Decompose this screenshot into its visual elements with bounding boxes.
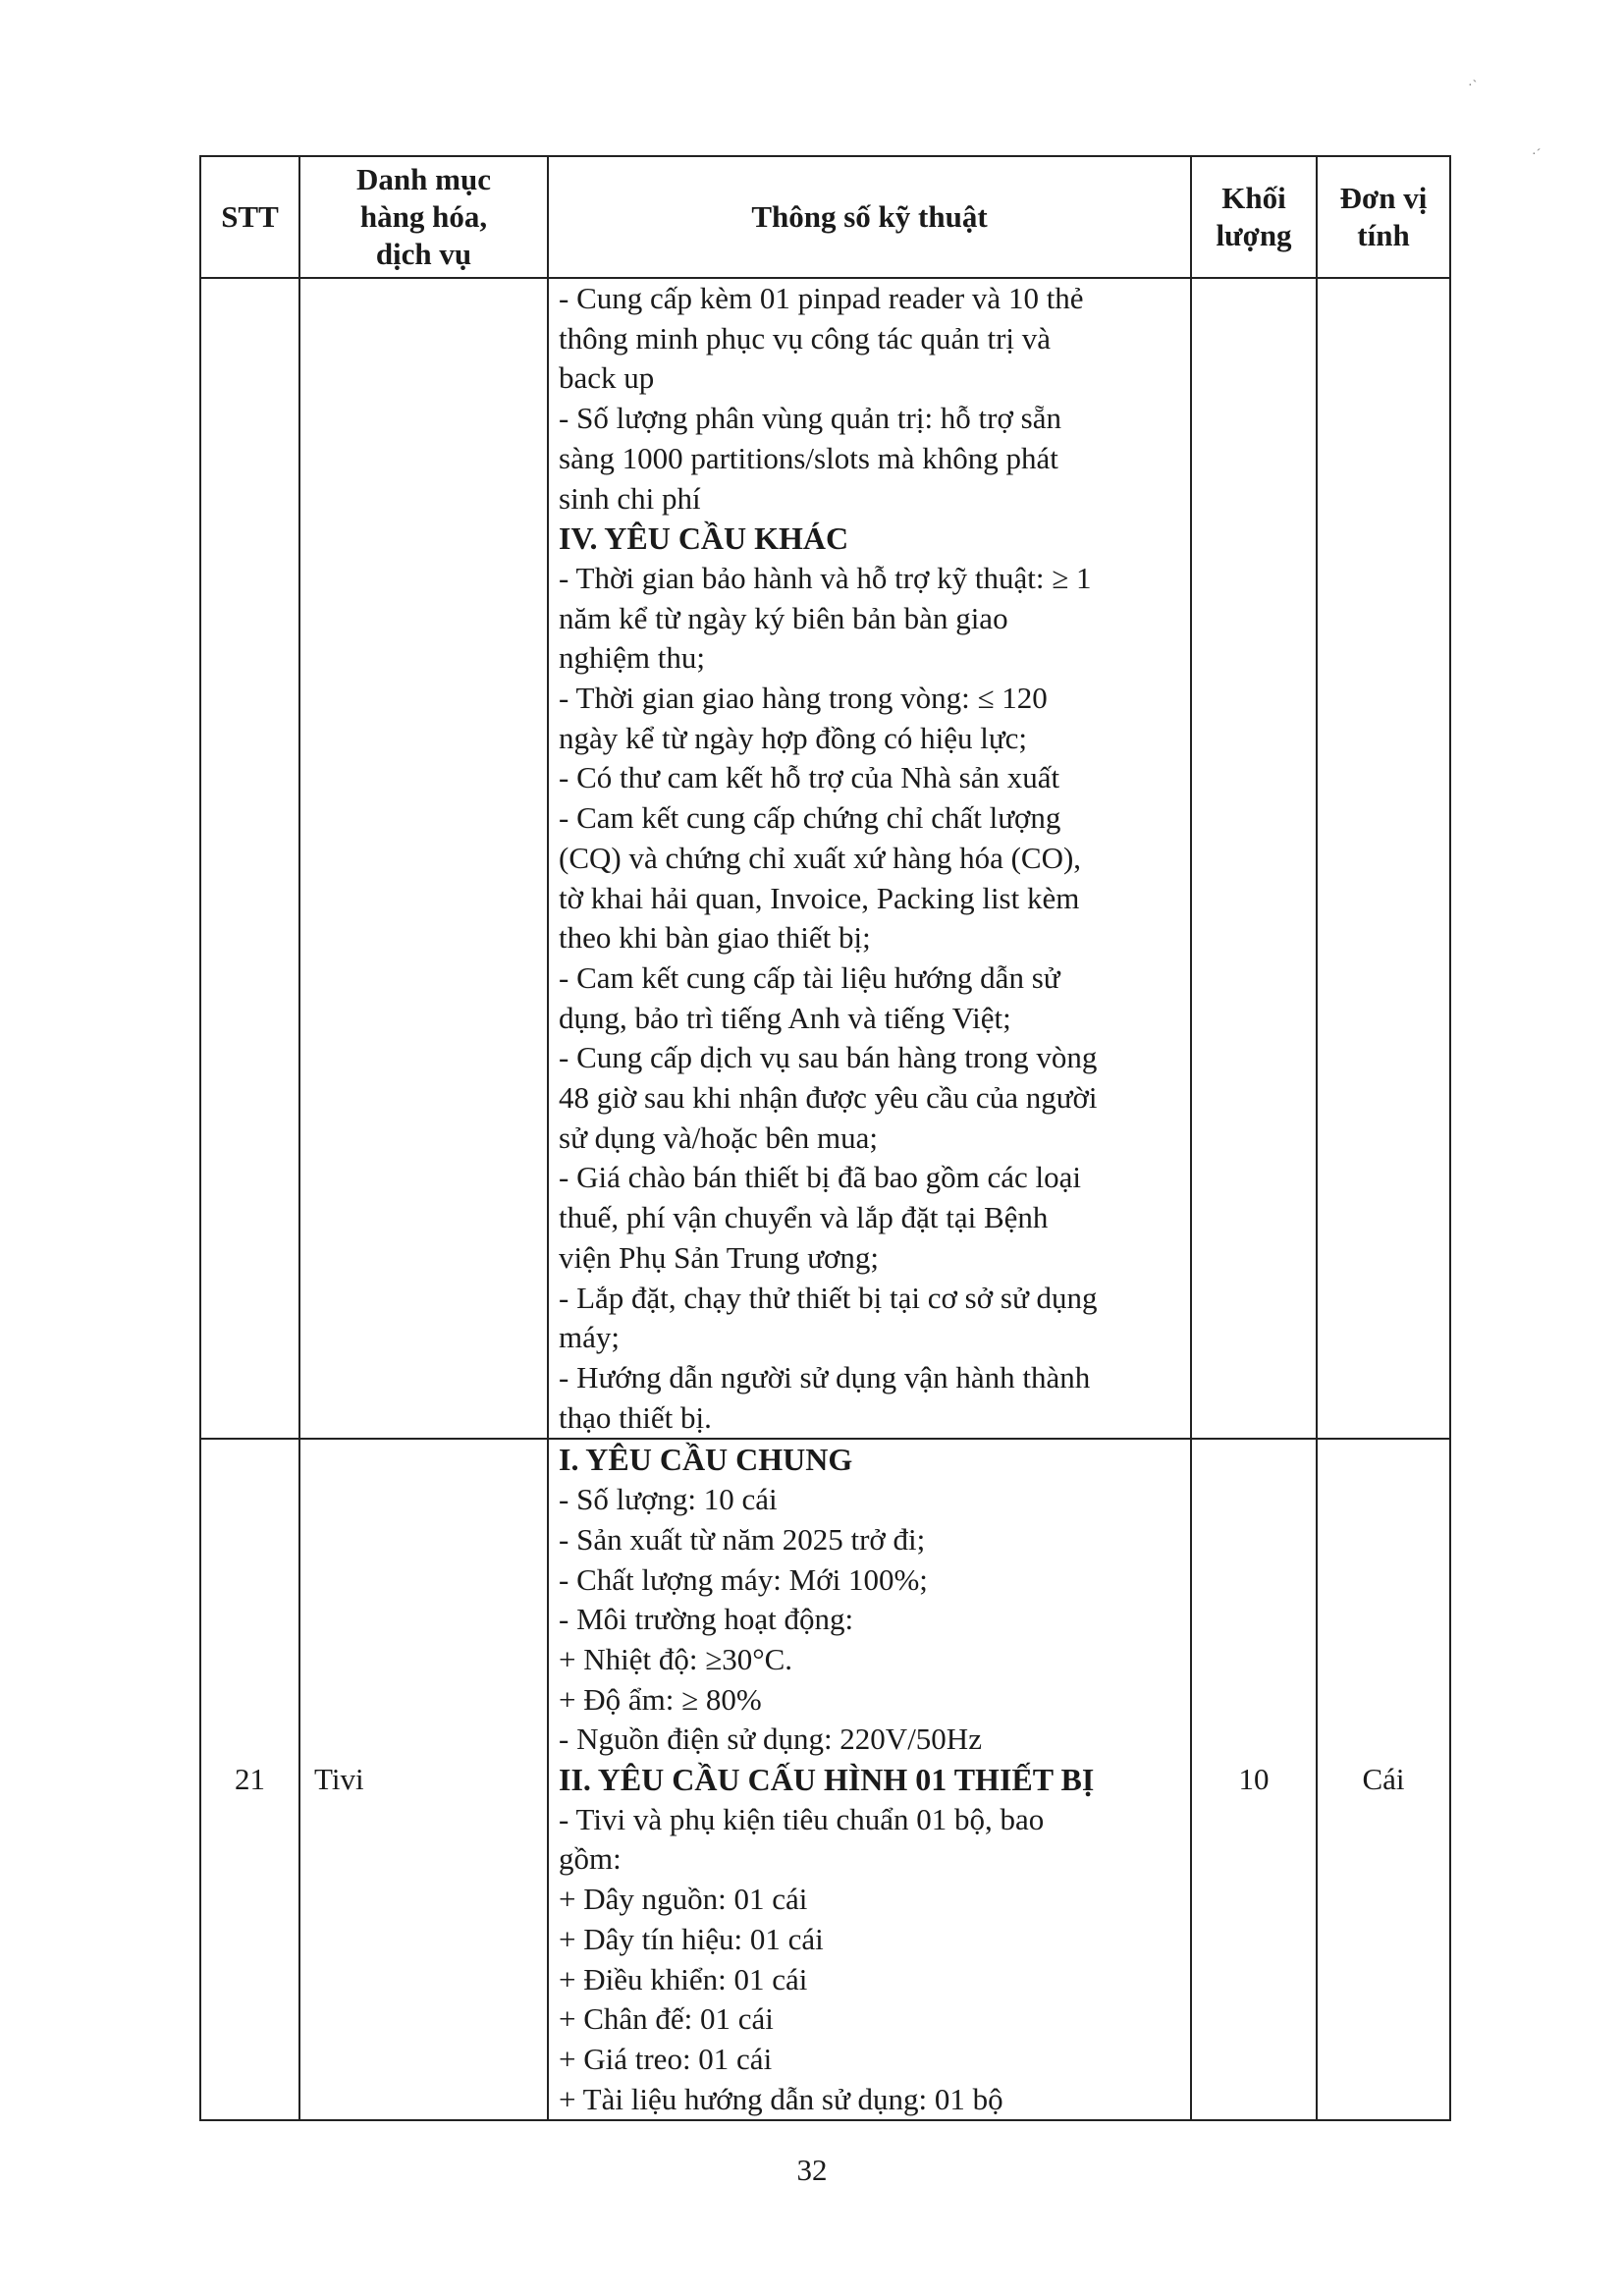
header-khoi-luong-line: Khối — [1221, 181, 1286, 215]
spec-lines — [559, 279, 1180, 1438]
spec-line: - Thời gian giao hàng trong vòng: ≤ 120 — [559, 681, 1048, 716]
spec-line: - Cung cấp dịch vụ sau bán hàng trong vòng — [559, 1040, 1098, 1075]
cell-stt: 21 — [200, 1439, 299, 2120]
spec-line: thạo thiết bị. — [559, 1399, 712, 1435]
spec-line: sinh chi phí — [559, 480, 701, 516]
header-thong-so: Thông số kỹ thuật — [548, 156, 1191, 278]
scan-speck: ·ˋ — [1468, 79, 1478, 93]
spec-line: máy; — [559, 1320, 620, 1355]
spec-line: sàng 1000 partitions/slots mà không phát — [559, 440, 1058, 475]
spec-section-heading: II. YÊU CẦU CẤU HÌNH 01 THIẾT BỊ — [559, 1762, 1095, 1798]
cell-spec-continuation — [548, 278, 1191, 1439]
table-row-tivi — [200, 1439, 1450, 2120]
cell-unit: Cái — [1317, 1439, 1450, 2120]
spec-line: viện Phụ Sản Trung ương; — [559, 1239, 880, 1275]
spec-line: + Dây tín hiệu: 01 cái — [559, 1921, 824, 1956]
cell-name: Tivi — [299, 1439, 548, 2120]
spec-line: - Hướng dẫn người sử dụng vận hành thành — [559, 1359, 1091, 1394]
cell-spec-tivi — [548, 1439, 1191, 2120]
spec-line: + Điều khiển: 01 cái — [559, 1961, 808, 1996]
header-danh-muc-line: dịch vụ — [375, 237, 472, 271]
header-danh-muc-line: hàng hóa, — [359, 199, 488, 234]
header-danh-muc-line: Danh mục — [356, 162, 491, 196]
cell-quantity: 10 — [1191, 1439, 1317, 2120]
table-row-continuation — [200, 278, 1450, 1439]
header-don-vi-line: Đơn vị — [1339, 181, 1428, 215]
spec-lines — [559, 1440, 1180, 2119]
spec-line: sử dụng và/hoặc bên mua; — [559, 1120, 879, 1155]
spec-line: (CQ) và chứng chỉ xuất xứ hàng hóa (CO), — [559, 840, 1082, 875]
header-danh-muc — [299, 156, 548, 278]
spec-line: gồm: — [559, 1841, 622, 1877]
spec-line: + Giá treo: 01 cái — [559, 2041, 773, 2076]
cell-stt — [200, 278, 299, 1439]
header-don-vi-line: tính — [1357, 218, 1410, 252]
spec-line: - Môi trường hoạt động: — [559, 1602, 854, 1637]
spec-section-heading: I. YÊU CẦU CHUNG — [559, 1442, 853, 1478]
spec-line: - Thời gian bảo hành và hỗ trợ kỹ thuật: ≥ 1 — [559, 560, 1092, 595]
spec-line: - Tivi và phụ kiện tiêu chuẩn 01 bộ, bao — [559, 1801, 1045, 1836]
spec-section-heading: IV. YÊU CẦU KHÁC — [559, 520, 849, 557]
spec-line: + Nhiệt độ: ≥30°C. — [559, 1641, 793, 1676]
spec-line: - Nguồn điện sử dụng: 220V/50Hz — [559, 1722, 982, 1757]
spec-line: - Chất lượng máy: Mới 100%; — [559, 1561, 928, 1597]
header-khoi-luong-line: lượng — [1216, 218, 1292, 252]
spec-line: nghiệm thu; — [559, 640, 705, 676]
spec-line: - Cam kết cung cấp chứng chỉ chất lượng — [559, 800, 1061, 836]
cell-unit — [1317, 278, 1450, 1439]
specification-table — [199, 155, 1451, 2121]
spec-line: tờ khai hải quan, Invoice, Packing list kèm — [559, 880, 1080, 915]
spec-line: - Lắp đặt, chạy thử thiết bị tại cơ sở sử dụng — [559, 1280, 1098, 1315]
spec-line: + Dây nguồn: 01 cái — [559, 1882, 808, 1917]
spec-line: - Số lượng phân vùng quản trị: hỗ trợ sẵn — [559, 401, 1061, 436]
cell-quantity — [1191, 278, 1317, 1439]
spec-line: + Tài liệu hướng dẫn sử dụng: 01 bộ — [559, 2081, 1003, 2116]
table-header-row — [200, 156, 1450, 278]
spec-line: + Chân đế: 01 cái — [559, 2001, 774, 2037]
spec-line: năm kể từ ngày ký biên bản bàn giao — [559, 600, 1008, 635]
spec-line: theo khi bàn giao thiết bị; — [559, 920, 871, 956]
spec-line: - Số lượng: 10 cái — [559, 1482, 778, 1517]
header-stt: STT — [200, 156, 299, 278]
spec-line: back up — [559, 360, 655, 396]
header-don-vi — [1317, 156, 1450, 278]
spec-line: 48 giờ sau khi nhận được yêu cầu của người — [559, 1080, 1098, 1116]
spec-line: - Giá chào bán thiết bị đã bao gồm các loại — [559, 1160, 1081, 1195]
scan-speck: ·ˊ — [1532, 147, 1542, 162]
spec-line: - Cam kết cung cấp tài liệu hướng dẫn sử — [559, 959, 1060, 995]
spec-line: ngày kể từ ngày hợp đồng có hiệu lực; — [559, 720, 1028, 755]
spec-line: thuế, phí vận chuyển và lắp đặt tại Bệnh — [559, 1200, 1049, 1235]
spec-line: thông minh phục vụ công tác quản trị và — [559, 320, 1052, 355]
spec-line: - Có thư cam kết hỗ trợ của Nhà sản xuất — [559, 760, 1060, 795]
spec-line: + Độ ẩm: ≥ 80% — [559, 1681, 762, 1717]
spec-line: - Sản xuất từ năm 2025 trở đi; — [559, 1521, 926, 1557]
page-number: 32 — [796, 2153, 828, 2187]
spec-line: - Cung cấp kèm 01 pinpad reader và 10 thẻ — [559, 281, 1084, 315]
header-khoi-luong — [1191, 156, 1317, 278]
cell-name — [299, 278, 548, 1439]
spec-line: dụng, bảo trì tiếng Anh và tiếng Việt; — [559, 1000, 1011, 1035]
